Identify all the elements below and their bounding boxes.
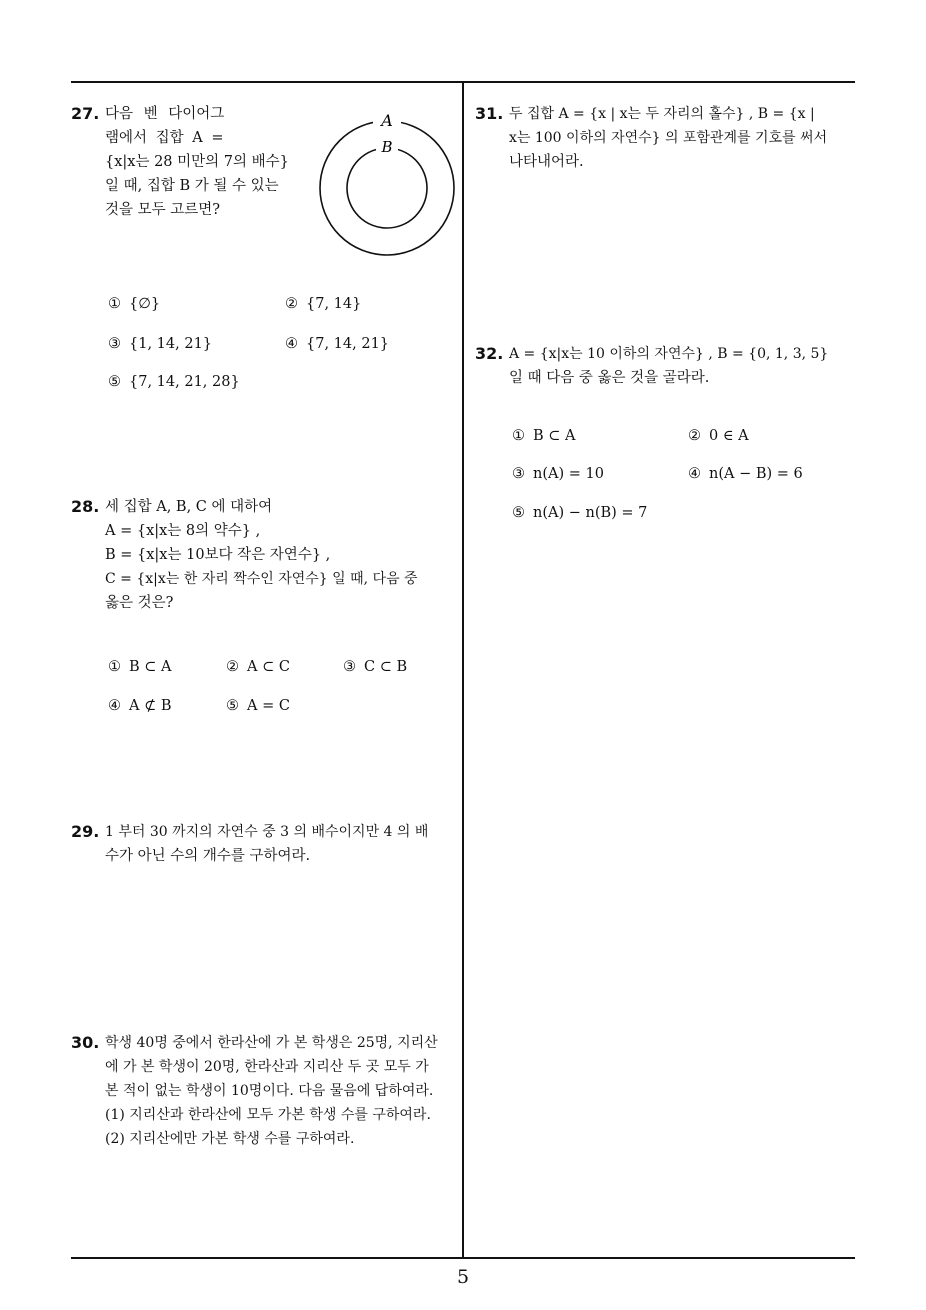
choice-item: ① B ⊂ A: [108, 659, 172, 675]
question-text: [509, 342, 859, 390]
question-number: 27.: [71, 104, 100, 123]
question-line: 두 집합 A = {x | x는 두 자리의 홀수} , B = {x |: [509, 106, 815, 122]
choice-item: ⑤ {7, 14, 21, 28}: [108, 374, 240, 390]
venn-label-outer: A: [381, 111, 393, 130]
choice-item: ① {∅}: [108, 296, 161, 312]
question-text: [105, 1031, 455, 1151]
question-31: [475, 102, 859, 174]
question-line: 일 때 다음 중 옳은 것을 골라라.: [509, 370, 710, 386]
choice-item: ④ A ⊄ B: [108, 698, 172, 714]
question-line: 1 부터 30 까지의 자연수 중 3 의 배수이지만 4 의 배: [105, 824, 429, 840]
question-line: 것을 모두 고르면?: [105, 202, 221, 218]
question-text: [105, 495, 455, 615]
choice-item: ③ n(A) = 10: [512, 466, 604, 482]
page-number: 5: [456, 1266, 470, 1288]
choice-item: ① B ⊂ A: [512, 428, 576, 444]
question-28: [71, 495, 455, 615]
question-line: 학생 40명 중에서 한라산에 가 본 학생은 25명, 지리산: [105, 1035, 438, 1051]
question-line: 세 집합 A, B, C 에 대하여: [105, 499, 273, 515]
question-line: 일 때, 집합 B 가 될 수 있는: [105, 178, 279, 194]
question-line: B = {x|x는 10보다 작은 자연수} ,: [105, 547, 331, 563]
choice-item: ③ {1, 14, 21}: [108, 336, 213, 352]
question-number: 29.: [71, 822, 100, 841]
question-27: [71, 102, 301, 222]
question-number: 30.: [71, 1033, 100, 1052]
question-number: 32.: [475, 344, 504, 363]
question-text: [509, 102, 859, 174]
question-30: [71, 1031, 455, 1151]
venn-diagram: [318, 108, 458, 273]
question-line: (2) 지리산에만 가본 학생 수를 구하여라.: [105, 1131, 355, 1147]
question-line: 본 적이 없는 학생이 10명이다. 다음 물음에 답하여라.: [105, 1083, 434, 1099]
choice-item: ④ n(A − B) = 6: [688, 466, 803, 482]
choice-item: ⑤ A = C: [226, 698, 290, 714]
choice-item: ② 0 ∈ A: [688, 428, 749, 444]
question-line: 나타내어라.: [509, 154, 584, 170]
question-line: A = {x|x는 10 이하의 자연수} , B = {0, 1, 3, 5}: [509, 346, 829, 362]
choice-item: ④ {7, 14, 21}: [285, 336, 390, 352]
question-line: A = {x|x는 8의 약수} ,: [105, 523, 261, 539]
question-line: 수가 아닌 수의 개수를 구하여라.: [105, 848, 311, 864]
question-text: [105, 820, 455, 868]
choice-item: ③ C ⊂ B: [343, 659, 408, 675]
column-divider: [462, 82, 464, 1258]
choice-item: ② {7, 14}: [285, 296, 362, 312]
question-line: 다음 벤 다이어그: [105, 106, 225, 122]
question-line: x는 100 이하의 자연수} 의 포함관계를 기호를 써서: [509, 130, 828, 146]
choice-item: ② A ⊂ C: [226, 659, 290, 675]
venn-inner-set: [347, 148, 427, 228]
question-number: 31.: [475, 104, 504, 123]
question-line: C = {x|x는 한 자리 짝수인 자연수} 일 때, 다음 중: [105, 571, 418, 587]
question-line: {x|x는 28 미만의 7의 배수}: [105, 154, 289, 170]
question-29: [71, 820, 455, 868]
venn-label-inner: B: [381, 138, 393, 156]
question-line: 램에서 집합 A =: [105, 130, 224, 146]
question-line: 옳은 것은?: [105, 595, 174, 611]
question-32: [475, 342, 859, 390]
choice-item: ⑤ n(A) − n(B) = 7: [512, 505, 648, 521]
question-number: 28.: [71, 497, 100, 516]
question-text: [105, 102, 301, 222]
question-line: (1) 지리산과 한라산에 모두 가본 학생 수를 구하여라.: [105, 1107, 431, 1123]
question-line: 에 가 본 학생이 20명, 한라산과 지리산 두 곳 모두 가: [105, 1059, 429, 1075]
bottom-rule: [71, 1257, 855, 1259]
